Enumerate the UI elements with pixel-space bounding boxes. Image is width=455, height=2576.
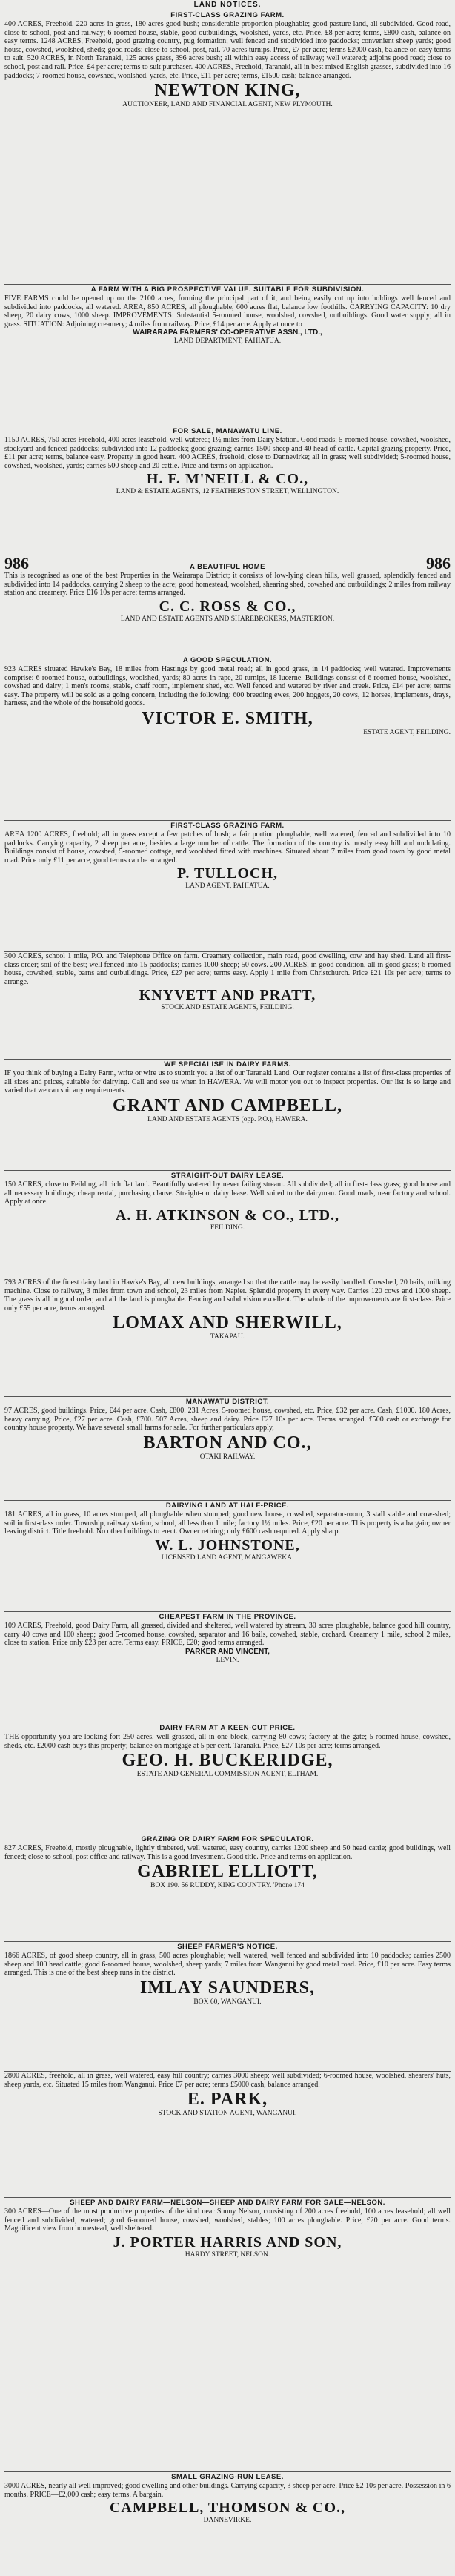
- advert-heading: GRAZING OR DAIRY FARM FOR SPECULATOR.: [141, 1835, 314, 1843]
- advert-beautiful-home: [4, 555, 451, 653]
- advert-heading: FIRST-CLASS GRAZING FARM.: [170, 822, 285, 830]
- advert-agent: GEO. H. BUCKERIDGE,: [122, 1751, 333, 1771]
- advert-agent: WAIRARAPA FARMERS' CO-OPERATIVE ASSN., LTD.,: [133, 328, 322, 337]
- advert-body: 2800 ACRES, freehold, all in grass, well watered, easy hill country; carries 3000 sheep; well subdivided; 6-roomed house, woolshed, shearers' huts, sheep yards, etc. Situated 15 miles from Wanganui. Price £7 per acre; terms £5000 cash, balance arranged.: [4, 2072, 451, 2089]
- advert-300-acres: [4, 951, 451, 1057]
- advert-body: 109 ACRES, Freehold, good Dairy Farm, all grassed, divided and sheltered, well watered by stream, 30 acres ploughable, balance good hill country, carry 40 cows and 100 sheep; good 5-roomed house, cowshed, separator and 16 bails, cowshed, stable, orchard. Creamery 1 mile, school 2 miles, close to station. Price only £23 per acre. Terms easy. PRICE, £20; good terms arranged.: [4, 1622, 451, 1648]
- advert-2800-acres: [4, 2071, 451, 2196]
- advert-agent-note: LAND DEPARTMENT, PAHIATUA.: [173, 337, 282, 346]
- advert-heading: DAIRYING LAND AT HALF-PRICE.: [165, 1502, 290, 1510]
- advert-agent-note: BOX 60, WANGANUI.: [193, 1998, 262, 2006]
- advert-agent: VICTOR E. SMITH,: [142, 708, 313, 728]
- advert-half-price-dairy: [4, 1500, 451, 1610]
- advert-agent-note: LAND AND ESTATE AGENTS AND SHAREBROKERS, MASTERTON.: [120, 615, 335, 623]
- advert-grazing-run-lease: [4, 2471, 451, 2575]
- advert-agent-note: STOCK AND STATION AGENT, WANGANUI.: [158, 2110, 297, 2118]
- advert-heading: STRAIGHT-OUT DAIRY LEASE.: [170, 1172, 285, 1180]
- advert-first-class-grazing: [4, 820, 451, 950]
- advert-dairy-specialists: [4, 1059, 451, 1169]
- advert-heading: SHEEP FARMER'S NOTICE.: [177, 1943, 278, 1951]
- advert-speculator-farm: [4, 1834, 451, 1940]
- advert-subdivision-farm: [4, 284, 451, 424]
- advert-heading: A GOOD SPECULATION.: [182, 656, 273, 664]
- advert-body: 923 ACRES situated Hawke's Bay, 18 miles from Hastings by good metal road; all in good grass, in 14 paddocks; well watered. Improvements comprise: 6-roomed house, outbuildings, woolshed, yards; 80 acres in rape, 20 turnips, 18 lucerne. Buildings consist of 6-roomed house, woolshed, cowshed and dairy; 1 men's rooms, stable, chaff room, implement shed, etc. Well fenced and watered by river and creek. Price, £14 per acre; terms easy. The property will be sold as a going concern, including the following: 600 breeding ewes, 200 hoggets, 20 cows, 12 horses, implements, drays, harness, and the whole of the household goods.: [4, 665, 451, 708]
- advert-agent-note: LEVIN.: [216, 1656, 239, 1664]
- advert-agent-note: BOX 190. 56 RUDDY, KING COUNTRY. 'Phone 174: [150, 1882, 305, 1890]
- advert-lot-number: 986: [4, 555, 29, 572]
- advert-body: 1866 ACRES, of good sheep country, all in grass, 500 acres ploughable; well watered, well fenced and subdivided into 10 paddocks; carries 2500 sheep and 100 head cattle; good 6-roomed house, woolshed, sheep yards; 7 miles from Wanganui by good metal road. Price, £10 per acre. Easy terms arranged. This is one of the best sheep runs in the district.: [4, 1952, 451, 1978]
- advert-manawatu-line: [4, 426, 451, 553]
- advert-agent: LOMAX AND SHERWILL,: [113, 1313, 342, 1333]
- advert-agent-note: DANNEVIRKE.: [203, 2517, 252, 2525]
- advert-heading: FOR SALE, MANAWATU LINE.: [173, 427, 282, 435]
- advert-agent-note: OTAKI RAILWAY.: [199, 1453, 256, 1461]
- advert-heading: SHEEP AND DAIRY FARM—NELSON—SHEEP AND DAIRY FARM FOR SALE—NELSON.: [70, 2199, 385, 2207]
- advert-cheapest-farm: [4, 1611, 451, 1721]
- advert-agent: C. C. ROSS & CO.,: [159, 598, 296, 615]
- advert-lot-number-right: 986: [425, 555, 451, 572]
- advert-agent-note: STOCK AND ESTATE AGENTS, FEILDING.: [161, 1004, 294, 1012]
- advert-good-speculation: [4, 655, 451, 819]
- advert-agent-note: LAND AGENT, PAHIATUA.: [185, 882, 270, 891]
- advert-nelson-farm: [4, 2197, 451, 2470]
- advert-agent: A. H. ATKINSON & CO., LTD.,: [115, 1206, 340, 1223]
- advert-body: 97 ACRES, good buildings. Price, £44 per acre. Cash, £800. 231 Acres, 5-roomed house, cowshed, etc. Price, £32 per acre. Cash, £1000. 180 Acres, heavy carrying. Price, £27 per acre. Cash, £700. 507 Acres, sheep and dairy. Price £27 10s per acre. Terms arranged. £500 cash or exchange for country house property. We have several small farms for sale. For further particulars apply,: [4, 1407, 451, 1433]
- advert-agent-note: LICENSED LAND AGENT, MANGAWEKA.: [161, 1553, 294, 1562]
- advert-agent-note: FEILDING.: [210, 1223, 245, 1232]
- advert-body: 300 ACRES, school 1 mile, P.O. and Telephone Office on farm. Creamery collection, main road, good dwelling, cow and hay shed. Land all first-class order; soil of the best; well fenced into 15 paddocks; carries 1000 sheep; 50 cows. 200 ACRES, in good condition, all in good grass; 6-roomed house, cowshed, stable, barns and outbuildings. Price, £27 per acre; terms easy. Apply 1 mile from Christchurch. Price £21 10s per acre; terms to arrange.: [4, 952, 451, 986]
- advert-agent: KNYVETT AND PRATT,: [139, 987, 316, 1004]
- advert-body: 300 ACRES—One of the most productive properties of the kind near Sunny Nelson, consisting of 200 acres freehold, 100 acres leasehold; all well fenced and subdivided, watered; good 6-roomed house, cowshed, woolshed, stables; 100 acres ploughable. Price, £20 per acre. Good terms. Magnificent view from homestead, well sheltered.: [4, 2207, 451, 2233]
- advert-body: 400 ACRES, Freehold, 220 acres in grass, 180 acres good bush; considerable proportion ploughable; good pasture land, all subdivided. Good road, close to school, post and railway; 6-roomed house, stable, good outbuildings, woolshed, yards, etc. Price, £8 per acre; terms, £800 cash, balance on easy terms. 1248 ACRES, Freehold, good grazing country, pug formation; well fenced and subdivided into paddocks; convenient sheep yards; good house, cowshed, woolshed, sheds; good roads; close to school, post, rail. 70 acres turnips. Price, £7 per acre; terms £2000 cash, balance on easy terms to suit. 520 ACRES, in North Taranaki, 125 acres grass, 396 acres bush; all within easy access of railway; well watered; adjoins good road; close to school, post and rail. Price, £4 per acre; terms to suit purchaser. 400 ACRES, Freehold, Taranaki, all in best mixed English grasses, subdivided into 16 paddocks; 7-roomed house, cowshed, woolshed, yards, etc. Price, £11 per acre; terms, £1500 cash; balance arranged.: [4, 20, 451, 80]
- advert-agent: CAMPBELL, THOMSON & CO.,: [109, 2500, 346, 2517]
- advert-agent: BARTON AND CO.,: [143, 1433, 312, 1453]
- advert-heading: DAIRY FARM AT A KEEN-CUT PRICE.: [159, 1724, 296, 1732]
- advert-heading: A FARM WITH A BIG PROSPECTIVE VALUE. SUITABLE FOR SUBDIVISION.: [90, 285, 365, 294]
- advert-dairy-lease: [4, 1170, 451, 1276]
- advert-body: 3000 ACRES, nearly all well improved; good dwelling and other buildings. Carrying capacity, 3 sheep per acre. Price £2 10s per acre. Possession in 6 months. PRICE—£2,000 cash; easy terms. A bargain.: [4, 2482, 451, 2499]
- advert-body: THE opportunity you are looking for: 250 acres, well grassed, all in one block, carrying 80 cows; factory at the gate; 5-roomed house, cowshed, sheds, etc. £2000 cash buys this property; balance on mortgage at 5 per cent. Taranaki. Price, £27 10s per acre; terms arranged.: [4, 1733, 451, 1750]
- advert-grazing-farm: [4, 10, 451, 282]
- advert-body: This is recognised as one of the best Properties in the Wairarapa District; it consists of low-lying clean hills, well grassed, splendidly fenced and subdivided into 14 paddocks, carrying 2 sheep to the acre; good homestead, woolshed, shearing shed, cowshed and outbuildings; 2 miles from railway station and creamery. Price £16 10s per acre; terms arranged.: [4, 572, 451, 598]
- advert-agent: J. PORTER HARRIS AND SON,: [113, 2233, 342, 2250]
- advert-hawkes-bay-dairy: [4, 1278, 451, 1395]
- advert-agent: H. F. M'NEILL & CO.,: [146, 471, 309, 488]
- advert-body: FIVE FARMS could be opened up on the 2100 acres, forming the principal part of it, and being easily cut up into holdings well fenced and subdivided into paddocks, all watered. AREA, 850 ACRES, all ploughable, 600 acres flat, balance low foothills. CARRYING CAPACITY: 10 dry sheep, 20 dairy cows, 1000 sheep. IMPROVEMENTS: Substantial 5-roomed house, woolshed, cowshed, outbuildings. Good water supply; all in grass. SITUATION: Adjoining creamery; 4 miles from railway. Price, £14 per acre. Apply at once to: [4, 294, 451, 328]
- advert-agent-note: HARDY STREET, NELSON.: [185, 2250, 270, 2259]
- page-title: LAND NOTICES.: [4, 0, 451, 10]
- advert-manawatu-district: [4, 1396, 451, 1499]
- advert-heading: SMALL GRAZING-RUN LEASE.: [171, 2473, 284, 2481]
- advert-agent-note: LAND & ESTATE AGENTS, 12 FEATHERSTON STREET, WELLINGTON.: [116, 488, 339, 496]
- advert-body: IF you think of buying a Dairy Farm, write or wire us to submit you a list of our Taranaki Land. Our register contains a list of first-class properties of all sizes and prices, suitable for dairying. Call and see us when in HAWERA. We will motor you out to inspect properties. Our list is so large and varied that we can suit any requirements.: [4, 1069, 451, 1095]
- advert-agent-note: TAKAPAU.: [210, 1333, 245, 1341]
- advert-body: 150 ACRES, close to Feilding, all rich flat land. Beautifully watered by never failing stream. All subdivided; all in first-class grass; good house and all necessary buildings; cheap rental, purchasing clause. Straight-out dairy lease. Well suited to the dairyman. Good roads, near factory and school. Apply at once.: [4, 1180, 451, 1206]
- advert-body: 181 ACRES, all in grass, 10 acres stumped, all ploughable when stumped; good new house, cowshed, separator-room, 3 stall stable and cow-shed; soil in first-class order. Township, railway station, school, all less than 1 mile; factory 1½ miles. Price, £20 per acre. This property is a bargain; owner leaving district. Title freehold. No other buildings to erect. Owner retiring; only £600 cash required. Apply sharp.: [4, 1510, 451, 1536]
- advert-agent-note: ESTATE AGENT, FEILDING.: [363, 728, 451, 736]
- advert-agent-note: LAND AND ESTATE AGENTS (opp. P.O.), HAWERA.: [147, 1115, 308, 1123]
- advert-heading: MANAWATU DISTRICT.: [185, 1398, 270, 1406]
- advert-agent: NEWTON KING,: [154, 81, 301, 101]
- advert-body: 1150 ACRES, 750 acres Freehold, 400 acres leasehold, well watered; 1½ miles from Dairy Station. Good roads; 5-roomed house, cowshed, woolshed, stockyard and fenced paddocks; subdivided into 12 paddocks; good grazing; carries 1500 sheep and 40 head of cattle. Capital grazing property. Price, £11 per acre; terms, balance easy. Property in good heart. 400 ACRES, freehold, close to Dannevirke; all in grass; well subdivided; 5-roomed house, cowshed, woolshed, yards; carries 500 sheep and 20 cattle. Price and terms on application.: [4, 436, 451, 470]
- advert-agent: W. L. JOHNSTONE,: [155, 1536, 300, 1553]
- advert-heading: WE SPECIALISE IN DAIRY FARMS.: [164, 1060, 291, 1069]
- advert-heading: CHEAPEST FARM IN THE PROVINCE.: [159, 1613, 296, 1621]
- advert-body: AREA 1200 ACRES, freehold; all in grass except a few patches of bush; a fair portion ploughable, well watered, fenced and subdivided into 10 paddocks. Carrying capacity, 2 sheep per acre, besides a large number of cattle. The formation of the country is mostly easy hill and undulating. Buildings consist of house, cowshed, 5-roomed cottage, and woolshed fitted with machines. Situated about 7 miles from good town by good metal road. Price only £11 per acre, good terms can be arranged.: [4, 830, 451, 865]
- advert-agent: E. PARK,: [187, 2090, 268, 2110]
- advert-agent: P. TULLOCH,: [176, 865, 279, 882]
- advert-agent: GRANT AND CAMPBELL,: [113, 1095, 342, 1115]
- advert-sheep-farmer: [4, 1941, 451, 2070]
- advert-keen-cut-price: [4, 1723, 451, 1832]
- advert-body: 827 ACRES, Freehold, mostly ploughable, lightly timbered, well watered, easy country, carries 1200 sheep and 50 head cattle; good buildings, well fenced; close to school, post office and railway. This is a good investment. Good title. Price and terms on application.: [4, 1844, 451, 1861]
- advert-heading: A BEAUTIFUL HOME: [190, 563, 265, 571]
- advert-agent: IMLAY SAUNDERS,: [140, 1978, 315, 1998]
- advert-body: 793 ACRES of the finest dairy land in Hawke's Bay, all new buildings, arranged so that the cattle may be easily handled. Cowshed, 20 bails, milking machine. Close to railway, 3 miles from town and school, 23 miles from Napier. Splendid property in every way. Carries 120 cows and 1000 sheep. The grass is all in good order, and all the land is ploughable. Fencing and subdivision excellent. The whole of the improvements are first-class. Price only £55 per acre, terms arranged.: [4, 1278, 451, 1312]
- advert-heading: FIRST-CLASS GRAZING FARM.: [170, 11, 285, 19]
- advert-agent-note: ESTATE AND GENERAL COMMISSION AGENT, ELTHAM.: [136, 1771, 319, 1779]
- advert-agent: PARKER AND VINCENT,: [185, 1647, 270, 1656]
- advert-agent-note: AUCTIONEER, LAND AND FINANCIAL AGENT, NEW PLYMOUTH.: [122, 101, 333, 109]
- advert-agent: GABRIEL ELLIOTT,: [137, 1862, 318, 1882]
